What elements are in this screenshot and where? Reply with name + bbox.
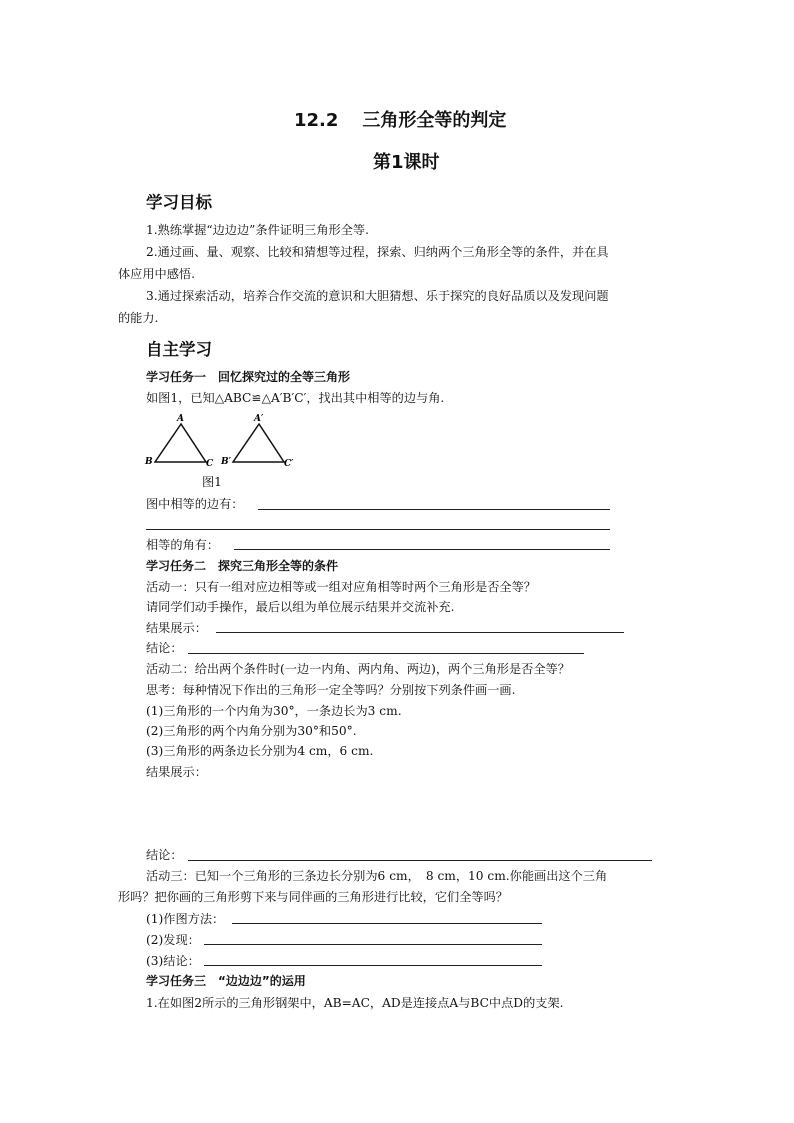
activity-1: 活动一：只有一组对应边相等或一组对应角相等时两个三角形是否全等？ [146,580,536,594]
answer-line[interactable] [188,653,584,654]
page-subtitle: 第1课时 [373,152,440,173]
result-label-2: 结果展示： [146,765,207,779]
answer-line[interactable] [204,944,542,945]
answer-line[interactable] [234,549,610,550]
goal-item-3-line1: 3.通过探索活动，培养合作交流的意识和大胆猜想、乐于探究的良好品质以及发现问题 [146,289,609,303]
goal-item-1: 1.熟练掌握“边边边”条件证明三角形全等. [146,223,369,237]
answer-line[interactable] [204,965,542,966]
triangle-abc [155,424,206,462]
label-b-prime: B′ [221,457,231,467]
thinking-prompt: 思考：每种情况下作出的三角形一定全等吗？分别按下列条件画一画. [146,683,516,697]
conclusion-label: 结论： [146,641,183,655]
condition-3: (3)三角形的两条边长分别为4 cm，6 cm. [146,744,374,758]
label-a-prime: A′ [254,414,264,424]
goals-heading: 学习目标 [146,193,212,212]
condition-2: (2)三角形的两个内角分别为30°和50°. [146,724,357,738]
triangle-a-prime [233,424,284,462]
task3-item-1: 1.在如图2所示的三角形钢架中，AB=AC，AD是连接点A与BC中点D的支架. [146,996,564,1010]
goal-item-2-line2: 体应用中感悟. [118,267,195,281]
activity-3-line2: 形吗？把你画的三角形剪下来与同伴画的三角形进行比较，它们全等吗？ [118,890,508,904]
answer-line[interactable] [216,632,624,633]
answer-line[interactable] [188,860,652,861]
label-a: A [177,414,184,424]
activity-3-line1: 活动三：已知一个三角形的三条边长分别为6 cm， 8 cm，10 cm.你能画出这个三角 [146,869,608,883]
equal-angles-label: 相等的角有： [146,538,220,552]
activity-2: 活动二：给出两个条件时(一边一内角、两内角、两边)，两个三角形是否全等？ [146,662,570,676]
answer-line[interactable] [232,923,542,924]
task1-heading: 学习任务一 回忆探究过的全等三角形 [146,370,351,384]
page-title [294,106,506,132]
answer-line[interactable] [146,529,610,530]
goal-item-2-line1: 2.通过画、量、观察、比较和猜想等过程，探索、归纳两个三角形全等的条件，并在具 [146,245,609,259]
task1-intro: 如图1，已知△ABC≌△A′B′C′，找出其中相等的边与角. [146,391,445,405]
label-c: C [206,459,214,469]
figure-1-caption: 图1 [202,475,222,489]
section-number: 12.2 [294,110,339,131]
activity-3-finding: (2)发现： [146,933,200,947]
conclusion-label-2: 结论： [146,848,183,862]
task3-heading: 学习任务三 “边边边”的运用 [146,974,306,988]
task2-heading: 学习任务二 探究三角形全等的条件 [146,559,339,573]
section-name: 三角形全等的判定 [362,110,507,131]
result-label: 结果展示： [146,621,207,635]
label-c-prime: C′ [284,459,294,469]
activity-1-note: 请同学们动手操作，最后以组为单位展示结果并交流补充. [146,600,455,614]
answer-line[interactable] [258,509,610,510]
self-study-heading: 自主学习 [146,340,212,359]
activity-3-conclusion: (3)结论： [146,954,200,968]
goal-item-3-line2: 的能力. [118,311,159,325]
condition-1: (1)三角形的一个内角为30°，一条边长为3 cm. [146,704,402,718]
label-b: B [145,457,153,467]
activity-3-method: (1)作图方法： [146,912,225,926]
equal-sides-label: 图中相等的边有： [146,497,244,511]
